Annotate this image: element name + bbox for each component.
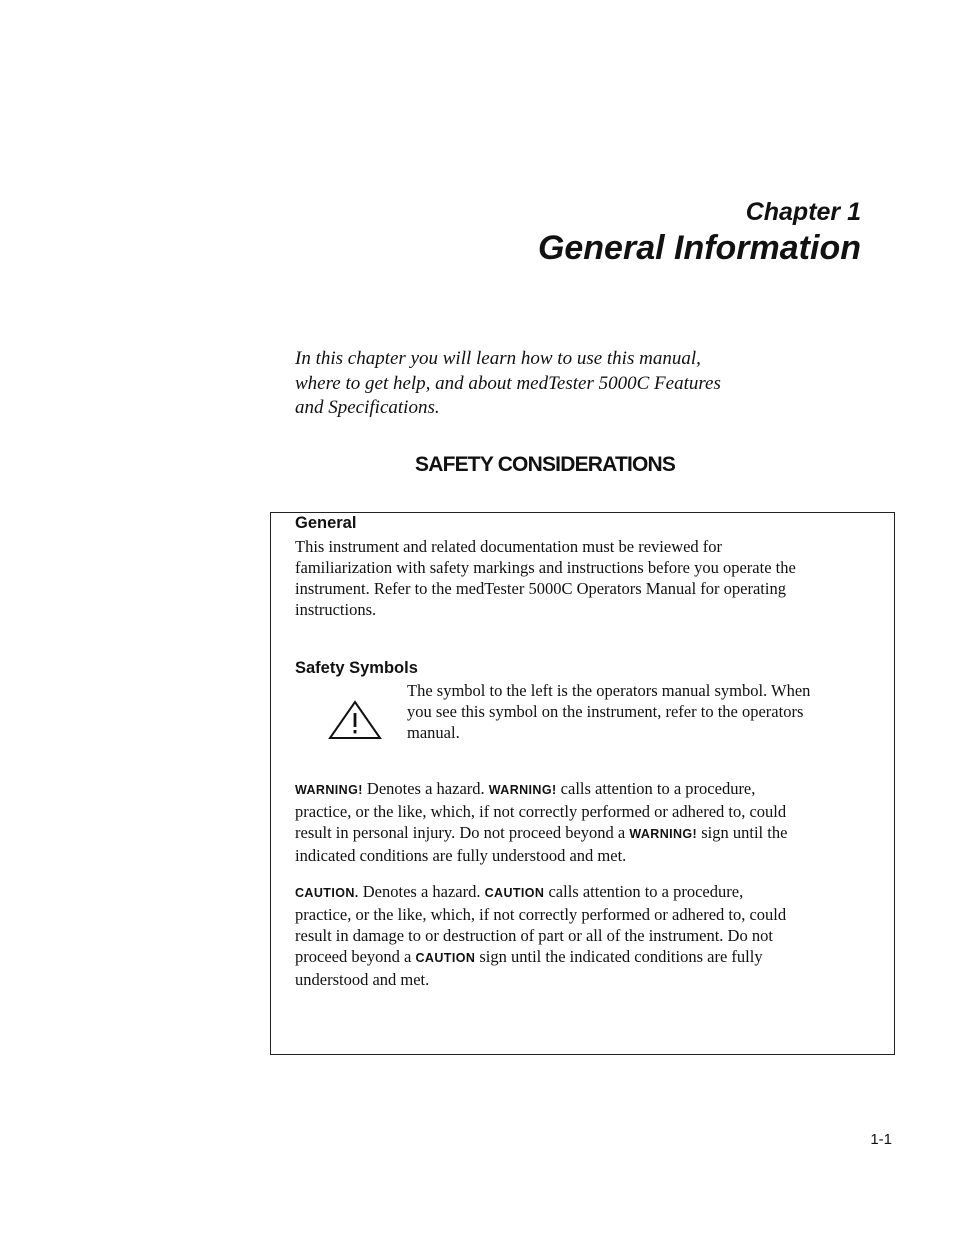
caution-line: [295, 946, 875, 969]
caution-line: [295, 881, 875, 904]
warning-keyword: WARNING!: [295, 783, 363, 797]
general-line: instrument. Refer to the medTester 5000C Operators Manual for operating: [295, 579, 786, 598]
chapter-label: Chapter 1: [745, 198, 861, 226]
caution-line: result in damage to or destruction of part or all of the instrument. Do not: [295, 926, 773, 945]
section-heading: SAFETY CONSIDERATIONS: [415, 453, 676, 476]
caution-text: Denotes a hazard.: [358, 882, 485, 901]
caution-keyword: CAUTION.: [295, 886, 359, 900]
caution-line: practice, or the like, which, if not correctly performed or adhered to, could: [295, 905, 787, 924]
symbol-line: The symbol to the left is the operators manual symbol. When: [407, 681, 811, 700]
warning-text: sign until the: [697, 823, 788, 842]
page-number: 1-1: [870, 1131, 892, 1148]
warning-line: practice, or the like, which, if not correctly performed or adhered to, could: [295, 802, 787, 821]
general-line: This instrument and related documentation must be reviewed for: [295, 537, 723, 556]
general-line: familiarization with safety markings and instructions before you operate the: [295, 558, 796, 577]
caution-line: understood and met.: [295, 970, 430, 989]
intro-line: In this chapter you will learn how to use this manual,: [295, 348, 701, 369]
warning-keyword: WARNING!: [488, 783, 557, 797]
safety-symbols-paragraph: [407, 680, 867, 743]
warning-paragraph: [295, 778, 875, 866]
warning-line: indicated conditions are fully understood and met.: [295, 846, 627, 865]
warning-triangle-icon: [328, 700, 382, 740]
intro-line: and Specifications.: [295, 397, 440, 418]
warning-text: calls attention to a procedure,: [556, 779, 756, 798]
warning-keyword: WARNING!: [629, 827, 698, 841]
caution-paragraph: [295, 881, 875, 990]
safety-symbols-heading: Safety Symbols: [295, 659, 418, 677]
caution-text: proceed beyond a: [295, 947, 416, 966]
caution-text: sign until the indicated conditions are fully: [475, 947, 763, 966]
symbol-line: you see this symbol on the instrument, refer to the operators: [407, 702, 804, 721]
general-line: instructions.: [295, 600, 377, 619]
general-heading: General: [295, 514, 357, 532]
caution-text: calls attention to a procedure,: [544, 882, 744, 901]
caution-keyword: CAUTION: [415, 951, 476, 965]
symbol-line: manual.: [407, 723, 460, 742]
general-paragraph: [295, 536, 875, 620]
warning-text: result in personal injury. Do not proceed beyond a: [295, 823, 630, 842]
intro-line: where to get help, and about medTester 5000C Features: [295, 372, 721, 394]
warning-text: Denotes a hazard.: [362, 779, 489, 798]
chapter-intro: [295, 347, 725, 421]
warning-line: [295, 822, 875, 845]
caution-keyword: CAUTION: [484, 886, 545, 900]
warning-line: [295, 778, 875, 801]
chapter-title: General Information: [537, 229, 861, 267]
safety-box: [270, 512, 895, 1055]
